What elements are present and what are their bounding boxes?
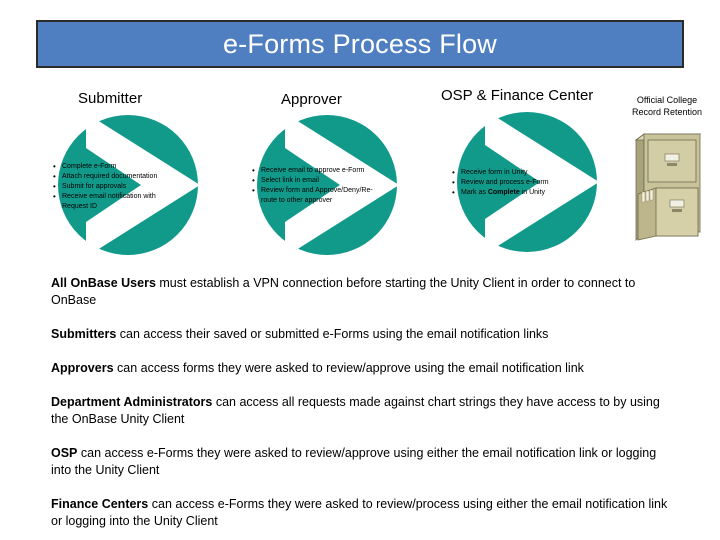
list-item-text: Review and process e-Form [461,179,549,186]
retention-label-line1: Official College [636,95,698,105]
stage-label-approver: Approver [281,91,342,108]
list-item: • Complete e-Form [53,162,183,172]
note-osp [51,445,676,479]
note-text: can access forms they were asked to review/approve using the email notification link [113,361,584,375]
note-department-administrators [51,394,676,428]
list-item [452,178,577,188]
note-text: can access their saved or submitted e-Forms using the email notification links [116,327,549,341]
list-item: • Receive email notification with Request ID [53,192,183,212]
stage-approver [252,110,402,260]
list-item: • Submit for approvals [53,182,183,192]
note-subject: All OnBase Users [51,276,156,290]
note-subject: Submitters [51,327,117,341]
list-item [452,168,577,178]
note-finance-centers [51,496,676,530]
list-item-text: Receive form in Unity [461,169,528,176]
stage-label-osp-finance: OSP & Finance Center [441,87,594,104]
note-subject: OSP [51,446,78,460]
stage-osp-finance [452,107,602,257]
note-text: can access all requests made against chart strings they have access to by using the OnBase Unity Client [51,395,660,426]
note-subject: Approvers [51,361,114,375]
list-item [452,188,577,198]
retention-label-line2: Record Retention [631,107,703,117]
note-approvers [51,360,676,377]
access-notes [51,275,676,540]
stage-approver-list [252,166,384,206]
list-item-text: in Unity [519,189,546,196]
note-submitters [51,326,676,343]
stage-submitter [53,110,203,260]
page-title: e-Forms Process Flow [222,28,498,59]
retention-label [622,94,712,118]
list-item: • Receive email to approve e-Form [252,166,384,176]
list-item: • Select link in email [252,176,384,186]
note-text: must establish a VPN connection before starting the Unity Client in order to connect to OnBase [51,276,636,307]
list-item-text: Mark as [461,189,488,196]
list-item: • Review form and Approve/Deny/Re-route to other approver [252,186,384,206]
note-text: can access e-Forms they were asked to review/process using either the email notification link or logging into the Unity Client [51,497,668,528]
filing-cabinet-icon [634,132,702,247]
list-item-emphasis: Complete [487,189,520,196]
stage-osp-finance-list [452,168,577,198]
list-item: • Attach required documentation [53,172,183,182]
stage-label-submitter: Submitter [78,90,143,107]
note-subject: Finance Centers [51,497,149,511]
note-text: can access e-Forms they were asked to review/approve using either the email notification link or logging into the Unity Client [51,446,657,477]
note-subject: Department Administrators [51,395,213,409]
title-banner [36,20,684,68]
note-all-users [51,275,676,309]
stage-submitter-list [53,162,183,212]
